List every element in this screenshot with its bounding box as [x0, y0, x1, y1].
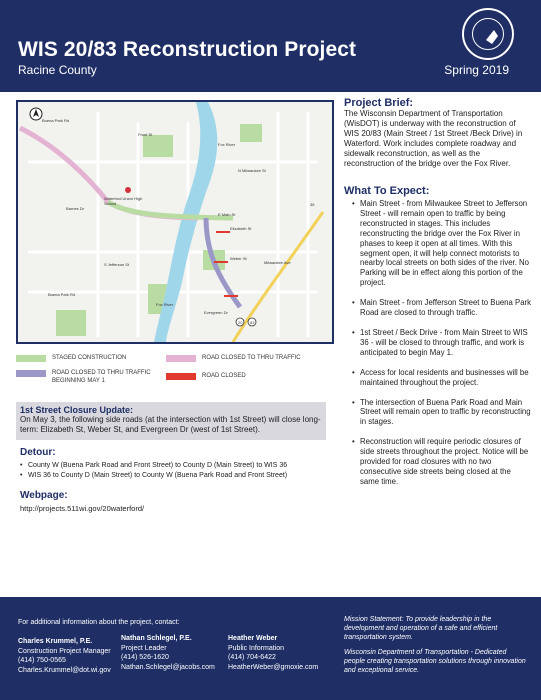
legend-swatch-thru: [166, 355, 196, 362]
detour-item: • WIS 36 to County D (Main Street) to County W (Buena Park Road and Front Street): [20, 471, 330, 481]
detour-item: • County W (Buena Park Road and Front Street) to County D (Main Street) to WIS 36: [20, 461, 330, 471]
map-label-buena-park-rd-2: Buena Park Rd: [48, 292, 76, 297]
header-banner: [0, 0, 541, 92]
legend-swatch-staged: [16, 355, 46, 362]
contact-card: [121, 634, 215, 672]
map-label-s-jefferson-st: S Jefferson St: [104, 262, 130, 267]
legend-item-may: [16, 369, 166, 385]
closure-title: 1st Street Closure Update:: [20, 405, 134, 415]
map-label-e-main-st: E Main St: [218, 212, 236, 217]
contact-phone: (414) 526-1620: [121, 654, 169, 661]
legend-swatch-closed: [166, 373, 196, 380]
contact-phone: (414) 750-0565: [18, 657, 66, 664]
map-label-front-st: Front St: [138, 132, 153, 137]
project-map: [16, 100, 334, 344]
map-graphic: [18, 102, 332, 342]
legend-swatch-may: [16, 370, 46, 377]
footer-intro: For additional information about the project, contact:: [18, 619, 180, 626]
expect-item: • The intersection of Buena Park Road and Main Street will remain open to traffic by reconstructing in stages.: [344, 398, 532, 428]
map-label-barnes-dr: Barnes Dr: [66, 206, 85, 211]
contact-name: Heather Weber: [228, 635, 278, 642]
contact-email[interactable]: Charles.Krummel@dot.wi.gov: [18, 666, 111, 674]
legend-label-closed: ROAD CLOSED: [202, 373, 246, 379]
contact-phone: (414) 704-6422: [228, 654, 276, 661]
brief-title: Project Brief:: [344, 97, 414, 109]
map-label-route-20: 20: [238, 320, 243, 325]
detour-section: [20, 447, 330, 481]
contact-card: [18, 637, 111, 675]
webpage-title: Webpage:: [20, 490, 68, 501]
legend-item-staged: [16, 354, 126, 362]
map-label-fox-river: Fox River: [218, 142, 236, 147]
map-label-evergreen-dr: Evergreen Dr: [204, 310, 228, 315]
expect-item: • Main Street - from Jefferson Street to Buena Park Road are closed to through traffic.: [344, 298, 532, 318]
season-label: Spring 2019: [444, 63, 509, 77]
legend-label-thru: ROAD CLOSED TO THRU TRAFFIC: [202, 355, 301, 361]
contact-email[interactable]: Nathan.Schlegel@jacobs.com: [121, 663, 215, 671]
map-label-buena-park-rd: Buena Park Rd: [42, 118, 70, 123]
wisdot-seal-logo: [462, 8, 514, 60]
expect-item: • 1st Street / Beck Drive - from Main Street to WIS 36 - will be closed to through traffic, and work is anticipated to begin May 1.: [344, 328, 532, 358]
contact-role: Public Information: [228, 644, 285, 652]
webpage-section: [20, 490, 330, 513]
page-title: WIS 20/83 Reconstruction Project: [18, 38, 357, 61]
what-to-expect-section: [344, 185, 532, 497]
expect-item: • Access for local residents and businesses will be maintained throughout the project.: [344, 368, 532, 388]
brief-text: The Wisconsin Department of Transportation (WisDOT) is underway with the reconstruction of WIS 20/83 (Main Street / 1st Street /Beck Drive) in Waterford. Work includes complete roadway and sidewalk reconstruction, as well as the reconstruction of the bridge over the Fox River.: [344, 109, 523, 168]
webpage-link[interactable]: http://projects.511wi.gov/20waterford/: [20, 504, 145, 513]
map-legend: [16, 352, 334, 388]
expect-item: • Main Street - from Milwaukee Street to Jefferson Street - will remain open to traffic by being reconstructed in stages. This includes reconstructing the bridge over the Fox River in phases to keep it open at all times. With this segment open, it will help connect motorists to nearby local streets on both sides of the river. No Parking will be in effect along this portion of the project.: [344, 199, 532, 288]
mission-statement: [344, 615, 529, 681]
contact-name: Nathan Schlegel, P.E.: [121, 635, 192, 642]
mission-text: Mission Statement: To provide leadership in the development and operation of a safe and efficient transportation system.: [344, 616, 498, 641]
expect-title: What To Expect:: [344, 185, 430, 197]
legend-item-closed: [166, 372, 246, 380]
map-label-n-milwaukee-st: N Milwaukee St: [238, 168, 266, 173]
vision-text: Wisconsin Department of Transportation - Dedicated people creating transportation solutions through innovation and exceptional service.: [344, 649, 526, 674]
map-label-high-school: Waterford Union High School: [104, 196, 143, 206]
closure-text: On May 3, the following side roads (at the intersection with 1st Street) will close long-term: Elizabeth St, Weber St, and Evergreen Dr (west of 1st Street).: [20, 415, 321, 434]
legend-item-thru: [166, 354, 301, 362]
project-brief-section: [344, 97, 532, 169]
map-label-milwaukee-ave: Milwaukee Ave: [264, 260, 291, 265]
map-label-route-36: 36: [310, 202, 315, 207]
county-label: Racine County: [18, 63, 97, 77]
closure-update-box: [16, 402, 326, 440]
detour-title: Detour:: [20, 447, 56, 458]
expect-item: • Reconstruction will require periodic closures of side streets throughout the project. Notice will be provided for road closures with no two consecutive side streets being closed at the same time.: [344, 437, 532, 487]
map-label-weber-st: Weber St: [230, 256, 247, 261]
contact-name: Charles Krummel, P.E.: [18, 638, 93, 645]
contact-card: [228, 634, 318, 672]
map-label-fox-river-2: Fox River: [156, 302, 174, 307]
contact-role: Project Leader: [121, 644, 167, 652]
footer-banner: [0, 597, 541, 700]
map-label-route-83: 83: [250, 320, 255, 325]
contact-email[interactable]: HeatherWeber@gmoxie.com: [228, 663, 319, 671]
legend-label-staged: STAGED CONSTRUCTION: [52, 355, 127, 361]
map-label-elizabeth-st: Elizabeth St: [230, 226, 252, 231]
contact-role: Construction Project Manager: [18, 647, 111, 655]
legend-label-may: ROAD CLOSED TO THRU TRAFFIC BEGINNING MAY 1: [52, 370, 151, 384]
